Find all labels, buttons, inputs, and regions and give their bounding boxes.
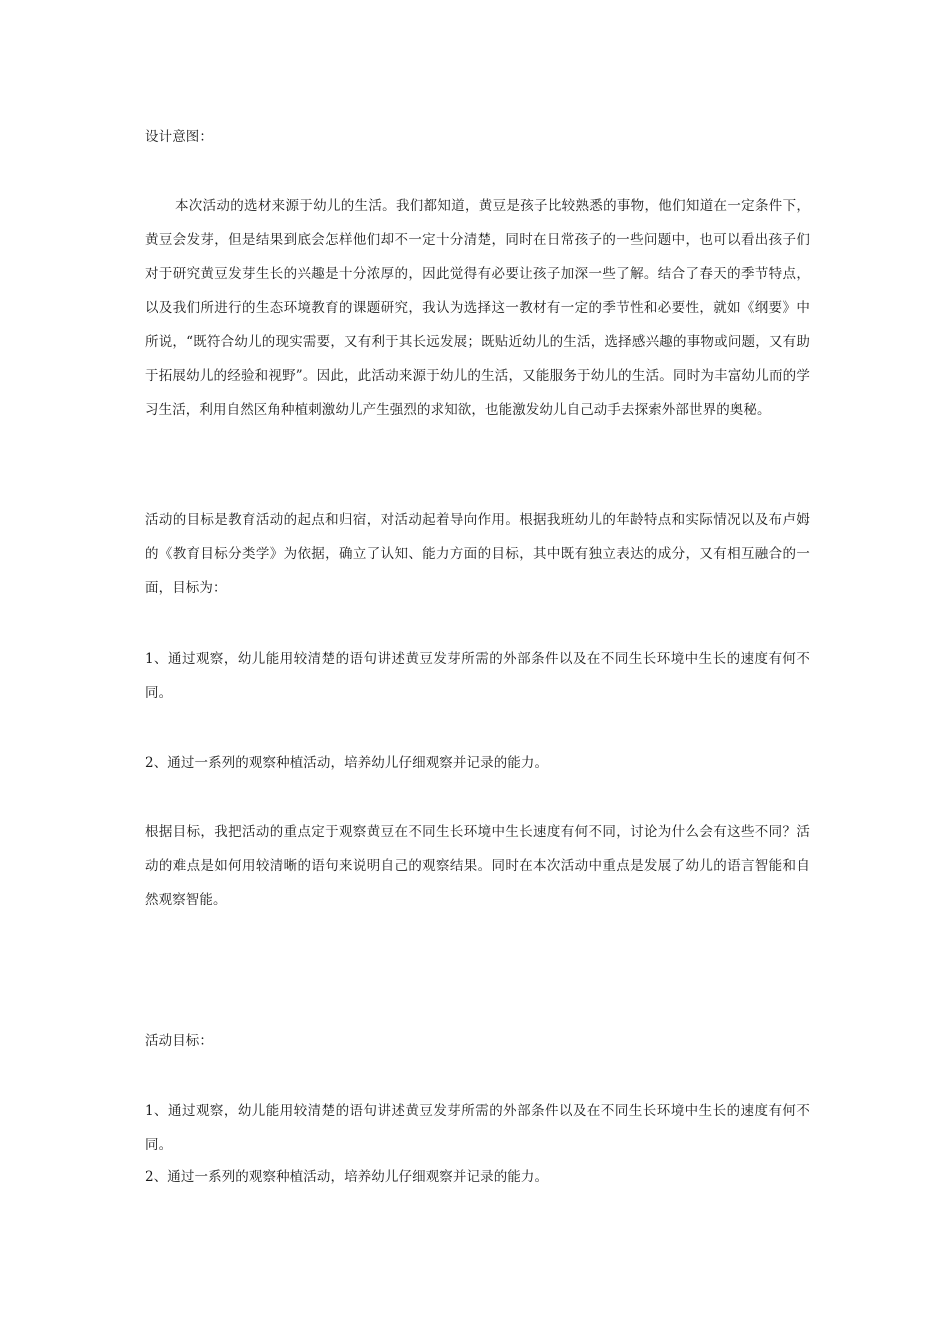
goal-item-2: 2、通过一系列的观察种植活动，培养幼儿仔细观察并记录的能力。 (145, 755, 549, 771)
focus-difficulty-paragraph: 根据目标，我把活动的重点定于观察黄豆在不同生长环境中生长速度有何不同，讨论为什么会有这些不同？活动的难点是如何用较清晰的语句来说明自己的观察结果。同时在本次活动中重点是发展了幼儿的语言智能和自然观察智能。 (145, 824, 810, 908)
design-intent-heading: 设计意图： (145, 129, 213, 145)
goal-item-2-repeat: 2、通过一系列的观察种植活动，培养幼儿仔细观察并记录的能力。 (145, 1169, 549, 1185)
activity-goals-heading: 活动目标： (145, 1033, 213, 1049)
material-source-paragraph: 本次活动的选材来源于幼儿的生活。我们都知道，黄豆是孩子比较熟悉的事物，他们知道在一定条件下，黄豆会发芽，但是结果到底会怎样他们却不一定十分清楚，同时在日常孩子的一些问题中，也可以看出孩子们对于研究黄豆发芽生长的兴趣是十分浓厚的，因此觉得有必要让孩子加深一些了解。结合了春天的季节特点，以及我们所进行的生态环境教育的课题研究，我认为选择这一教材有一定的季节性和必要性，就如《纲要》中所说，“既符合幼儿的现实需要，又有利于其长远发展；既贴近幼儿的生活，选择感兴趣的事物或问题，又有助于拓展幼儿的经验和视野”。因此，此活动来源于幼儿的生活，又能服务于幼儿的生活。同时为丰富幼儿而的学习生活，利用自然区角种植刺激幼儿产生强烈的求知欲，也能激发幼儿自己动手去探索外部世界的奥秘。 (145, 198, 810, 418)
goal-item-1-repeat: 1、通过观察，幼儿能用较清楚的语句讲述黄豆发芽所需的外部条件以及在不同生长环境中生长的速度有何不同。 (145, 1103, 810, 1153)
goal-intro-paragraph: 活动的目标是教育活动的起点和归宿，对活动起着导向作用。根据我班幼儿的年龄特点和实际情况以及布卢姆的《教育目标分类学》为依据，确立了认知、能力方面的目标，其中既有独立表达的成分，又有相互融合的一面，目标为： (145, 512, 810, 596)
goal-item-1: 1、通过观察，幼儿能用较清楚的语句讲述黄豆发芽所需的外部条件以及在不同生长环境中生长的速度有何不同。 (145, 651, 810, 701)
